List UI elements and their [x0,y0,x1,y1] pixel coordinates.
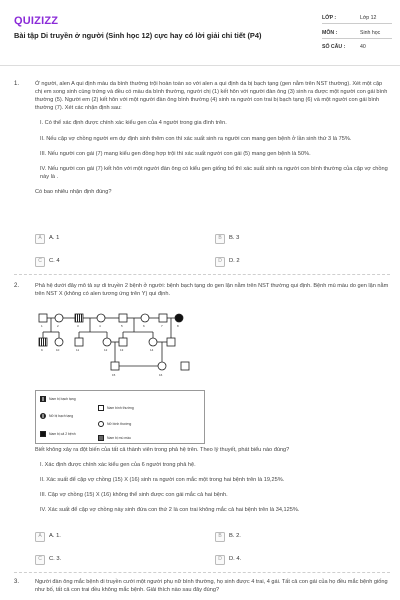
pedigree-male-affected [39,338,47,346]
question-divider [14,274,390,275]
legend-label: Nữ bình thường [107,421,132,426]
legend-label: Nam bị bạch tạng [49,396,76,401]
gray-square-icon [98,435,104,441]
pedigree-male [181,362,189,370]
question-text: Ở người, alen A qui định màu da bình thường trội hoàn toàn so với alen a qui định da bị bạch tạng (gen nằm trên NST thường). Xét một cặp chị em song sinh cùng trứng và đều có màu da bình thường, người chị (1) kết hôn với người đàn ông (3) sinh ra được một người con gái bình thường (5). Người em (2) kết hôn với một người đàn ông bình thường (4) sinh ra người con trai bị bạch tạng (6) và một người con gái bình thường (7). Xét các nhận định sau: [35,81,388,112]
pedigree-label: 10 [56,348,60,352]
option-letter-box: D [215,555,225,565]
statement-2: II. Xác suất để cặp vợ chồng (15) X (16) sinh ra người con mắc một trong hai bệnh trên là 19,25%. [40,477,285,484]
square-icon [98,405,104,411]
option-letter-box: B [215,234,225,244]
option-label: A. 1 [49,235,60,242]
pedigree-label: 16 [159,373,163,377]
option-c[interactable] [35,554,195,565]
pedigree-label: 15 [112,373,116,377]
pedigree-label: 9 [41,348,43,352]
option-letter-box: B [215,532,225,542]
meta-divider [322,38,392,39]
legend-item [98,405,134,411]
meta-subject-key: MÔN : [322,30,338,36]
circle-icon [98,421,104,427]
pedigree-female [55,338,63,346]
pedigree-female [149,338,157,346]
option-letter-box: C [35,257,45,267]
statement-2: II. Nếu cặp vợ chồng người em dự định sinh thêm con thì xác suất sinh ra người con mang gen bệnh ở lần sinh thứ 3 là 75%. [40,135,352,142]
pedigree-male [39,314,47,322]
pedigree-legend [35,390,205,444]
filled-square-icon [40,431,46,437]
option-c[interactable] [35,256,195,267]
pedigree-female-affected [175,314,183,322]
hatched-square-icon [40,396,46,402]
option-a[interactable] [35,531,195,542]
pedigree-label: 6 [143,324,145,328]
legend-label: Nữ bị bạch tạng [49,413,74,418]
question-body [35,80,390,196]
meta-subject-value: Sinh học [360,30,381,36]
option-label: B. 2. [229,533,241,540]
pedigree-male-affected [75,314,83,322]
option-d[interactable] [215,256,375,267]
option-letter-box: A [35,532,45,542]
statement-3: III. Nếu người con gái (7) mang kiểu gen đồng hợp trội thì xác suất người con gái (5) mang gen bệnh là 50%. [40,150,311,157]
option-label: D. 4. [229,556,242,563]
question-intro: Biết không xảy ra đột biến của tất cả thành viên trong phả hệ trên. Theo lý thuyết, phát biểu nào đúng? [35,447,290,453]
statement-1: I. Có thể xác định được chính xác kiểu gen của 4 người trong gia đình trên. [40,120,227,127]
question-prompt: Có bao nhiêu nhận định đúng? [35,188,112,195]
question-body [35,578,390,594]
hatched-circle-icon [40,413,46,419]
meta-count-key: SỐ CÂU : [322,44,346,50]
pedigree-label: 1 [41,324,43,328]
pedigree-label: 14 [150,348,154,352]
pedigree-label: 7 [161,324,163,328]
pedigree-label: 3 [77,324,79,328]
question-text: Phả hệ dưới đây mô tả sự di truyền 2 bệnh ở người: bệnh bạch tạng do gen lặn nằm trên NST thường qui định. Bệnh mù màu do gen lặn nằm trên NST X (không có alen tương ứng trên Y) qui định. [35,283,389,298]
pedigree-label: 8 [177,324,179,328]
quizizz-logo: QUIZIZZ [14,15,59,27]
option-letter-box: C [35,555,45,565]
pedigree-female [55,314,63,322]
question-number: 1. [14,81,20,87]
option-label: C. 4 [49,258,60,265]
pedigree-male [119,338,127,346]
option-b[interactable] [215,233,375,244]
legend-item [98,421,131,427]
question-number: 3. [14,579,20,585]
statement-4: IV. Xác suất để cặp vợ chồng này sinh đứa con thứ 2 là con trai không mắc cả hai bệnh trên là 34,125%. [40,507,300,514]
pedigree-male [167,338,175,346]
option-a[interactable] [35,233,195,244]
legend-item [40,413,73,419]
question-divider [14,572,390,573]
pedigree-male [119,314,127,322]
legend-label: Nam bị mù màu [107,435,131,440]
option-label: C. 3. [49,556,62,563]
legend-item [40,396,76,402]
option-letter-box: A [35,234,45,244]
legend-label: Nam bị cả 2 bệnh [49,431,76,436]
statement-1: I. Xác định được chính xác kiểu gen của 6 người trong phả hệ. [40,462,196,469]
pedigree-chart [35,306,205,386]
legend-item [40,431,76,437]
worksheet-header [0,0,400,66]
question-number: 2. [14,283,20,289]
pedigree-label: 11 [76,348,80,352]
worksheet-title: Bài tập Di truyền ở người (Sinh học 12) cực hay có lời giải chi tiết (P4) [14,31,262,40]
question-body [35,446,390,515]
pedigree-label: 5 [121,324,123,328]
statement-3: III. Cặp vợ chồng (15) X (16) không thể sinh được con gái mắc cả hai bệnh. [40,492,228,499]
pedigree-male [75,338,83,346]
question-text: Người đàn ông mắc bệnh di truyền cưới một người phụ nữ bình thường, họ sinh được 4 trai, 4 gái. Tất cả con gái của họ đều mắc bệnh giống như bố, tất cả con trai đều không mắc bệnh. Giải thích nào sau đây đúng? [35,579,388,594]
pedigree-label: 12 [104,348,108,352]
pedigree-male [111,362,119,370]
option-b[interactable] [215,531,375,542]
pedigree-female [103,338,111,346]
legend-label: Nam bình thường [107,405,134,410]
option-label: D. 2 [229,258,240,265]
option-label: A. 1. [49,533,61,540]
meta-grade-value: Lớp 12 [360,15,377,21]
pedigree-label: 4 [99,324,101,328]
meta-grade-key: LỚP : [322,15,337,21]
pedigree-female [158,362,166,370]
option-letter-box: D [215,257,225,267]
statement-4: IV. Nếu người con gái (7) kết hôn với một người đàn ông có kiểu gen giống bố thì xác suất sinh ra người con bình thường của cặp vợ chồng này là . [40,165,388,180]
option-d[interactable] [215,554,375,565]
meta-count-value: 40 [360,44,366,50]
pedigree-female [141,314,149,322]
legend-item [98,435,131,441]
pedigree-label: 2 [57,324,59,328]
question-body [35,282,390,298]
pedigree-label: 13 [120,348,124,352]
pedigree-male [159,314,167,322]
pedigree-female [97,314,105,322]
meta-divider [322,23,392,24]
option-label: B. 3 [229,235,240,242]
